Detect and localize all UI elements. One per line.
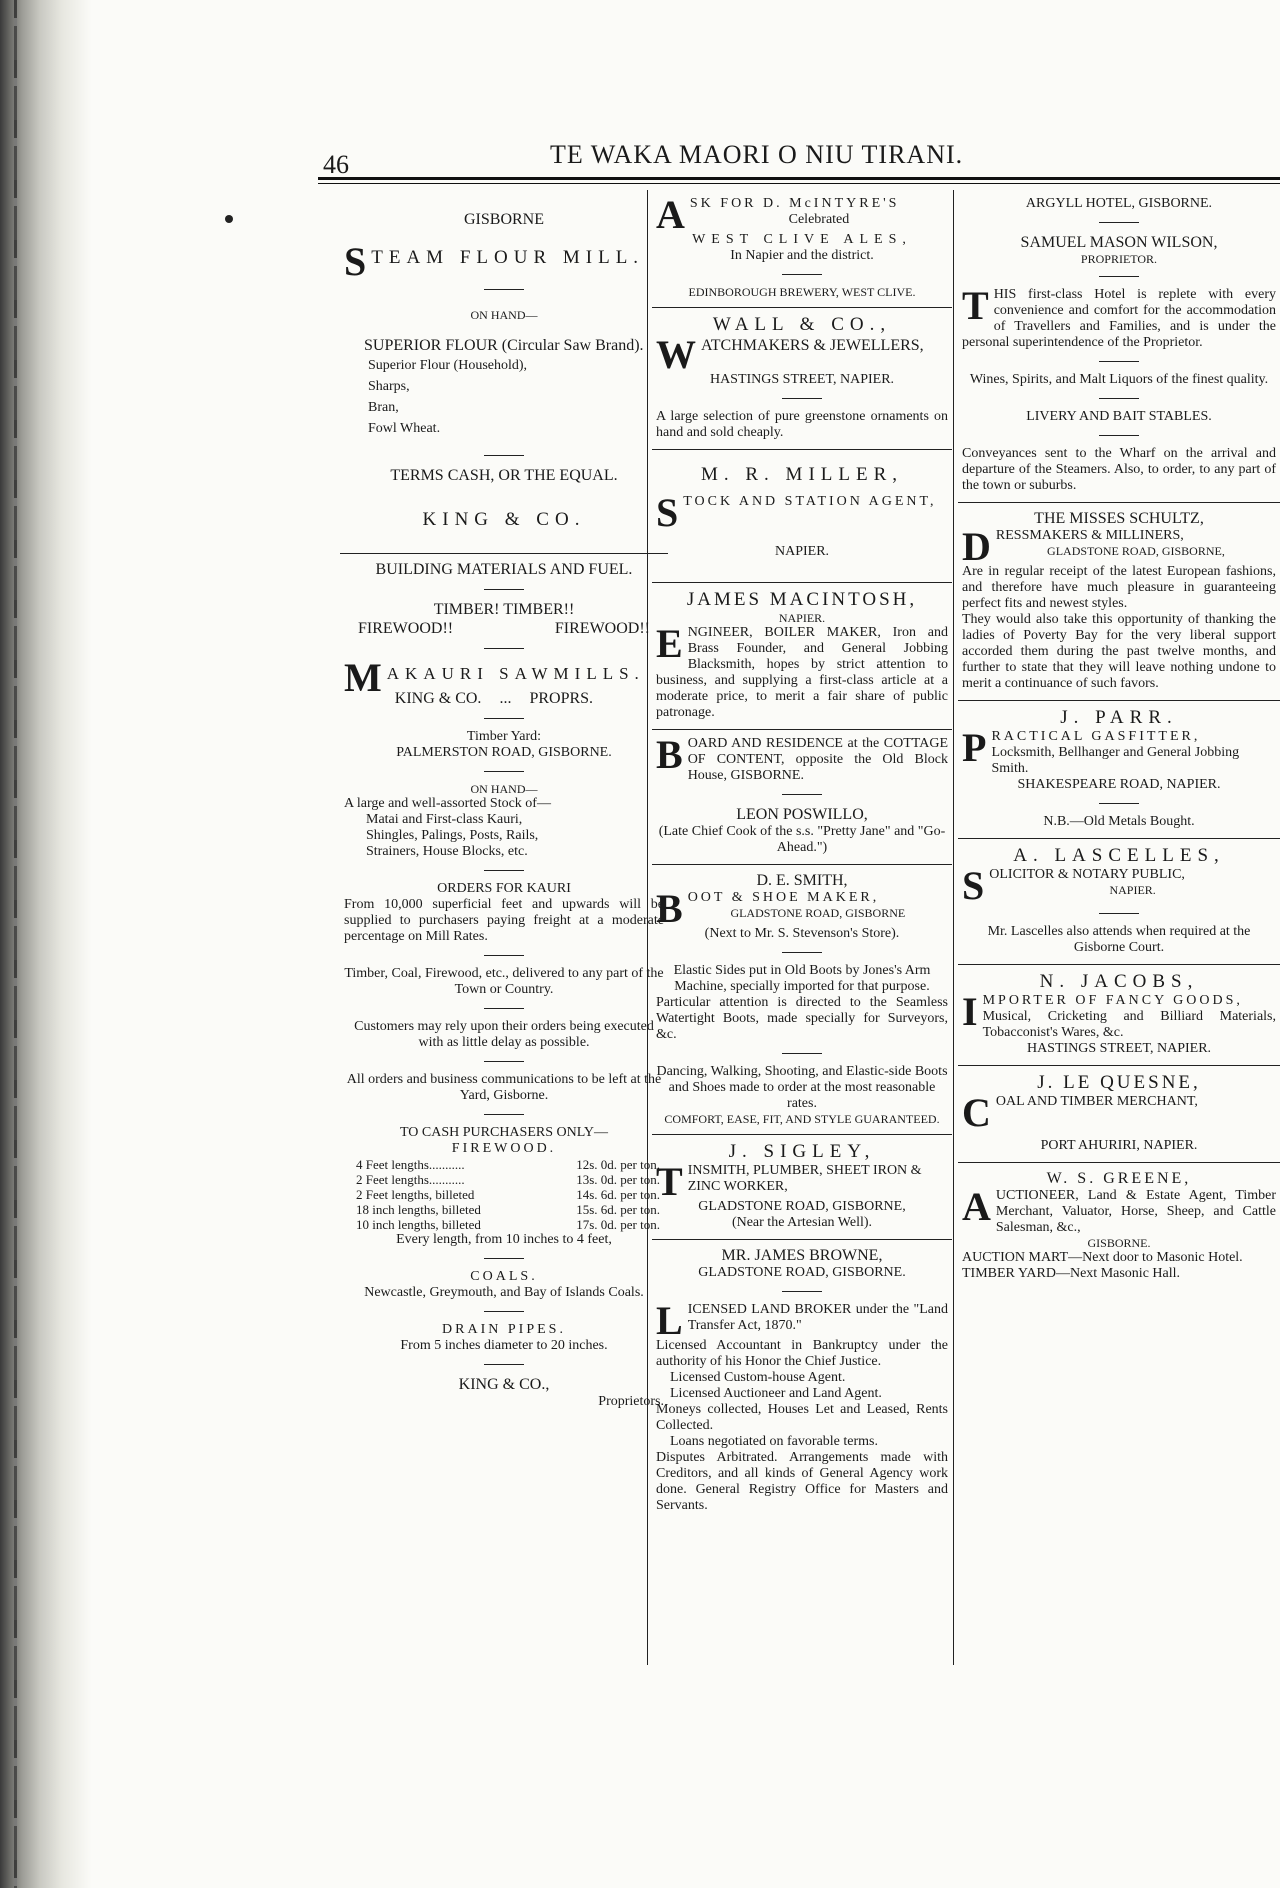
- stock-item: Matai and First-class Kauri,: [366, 812, 523, 827]
- coals-text: Newcastle, Greymouth, and Bay of Islands Coals.: [364, 1285, 644, 1300]
- ad-title-rest: AKAURI SAWMILLS.: [386, 664, 645, 683]
- ad-lascelles: [958, 839, 1280, 965]
- proprietors-line: [387, 689, 664, 708]
- ad-title-rest: SK FOR D. McINTYRE'S: [689, 196, 900, 211]
- firewood-line: [344, 619, 664, 638]
- firewood-b: FIREWOOD!!: [554, 620, 650, 637]
- header-rule-thin: [318, 183, 1280, 184]
- ad-text-body: ICENSED LAND BROKER under the "Land Transfer Act, 1870.": [687, 1302, 948, 1333]
- ad-title: [962, 1090, 1276, 1135]
- price-row: [344, 1202, 664, 1217]
- stock-item: Superior Flour (Household),: [368, 358, 528, 373]
- ad-text: A large selection of pure greenstone ornaments on hand and sold cheaply.: [656, 409, 948, 440]
- drain-text: From 5 inches diameter to 20 inches.: [400, 1338, 608, 1353]
- firm-name: KING & CO.: [422, 509, 586, 530]
- divider: [1099, 276, 1139, 277]
- list-item: Loans negotiated on favorable terms.: [670, 1434, 878, 1449]
- price-table: [344, 1157, 664, 1232]
- stock-item: SUPERIOR FLOUR (Circular Saw Brand).: [364, 337, 644, 354]
- ad-text: Particular attention is directed to the Seamless Watertight Boots, made specially for Surveyors, &c.: [656, 995, 948, 1042]
- column-left: [340, 190, 668, 1670]
- price-row: [344, 1172, 664, 1187]
- name: SAMUEL MASON WILSON,: [1020, 234, 1218, 251]
- motto: COMFORT, EASE, FIT, AND STYLE GUARANTEED.: [664, 1112, 940, 1126]
- ellipsis: ...: [499, 690, 512, 707]
- divider: [782, 1291, 822, 1292]
- ad-text-body: NGINEER, BOILER MAKER, Iron and Brass Founder, and General Jobbing Blacksmith, hopes by strict attention to business, and supplying a first-class article at a moderate price, to merit a fair share of public patronage.: [656, 625, 948, 720]
- name: D. E. SMITH,: [756, 872, 848, 889]
- ad-title-rest: OOT & SHOE MAKER,: [687, 890, 880, 905]
- drop-initial: B: [656, 732, 683, 777]
- address: GLADSTONE ROAD, GISBORNE,: [698, 1199, 906, 1214]
- timber-line: TIMBER! TIMBER!!: [433, 601, 575, 618]
- ad-title-rest: OAL AND TIMBER MERCHANT,: [995, 1094, 1198, 1109]
- stock-list: [344, 812, 664, 860]
- nb: N.B.—Old Metals Bought.: [1043, 814, 1195, 829]
- price-value: 15s. 6d. per ton.: [576, 1202, 660, 1217]
- ad-title-rest: OLICITOR & NOTARY PUBLIC,: [989, 867, 1185, 882]
- cash-heading: TO CASH PURCHASERS ONLY—: [400, 1125, 608, 1140]
- header-rule: [318, 177, 1280, 180]
- place: NAPIER.: [774, 544, 830, 559]
- stock-heading: A large and well-assorted Stock of—: [344, 796, 551, 811]
- drop-initial: E: [656, 621, 683, 666]
- price-item: 4 Feet lengths...........: [356, 1157, 465, 1172]
- ad-text: Mr. Lascelles also attends when required at the Gisborne Court.: [987, 924, 1251, 955]
- drop-initial: T: [656, 1159, 683, 1204]
- stock-item: Shingles, Palings, Posts, Rails,: [366, 828, 539, 843]
- price-item: 2 Feet lengths...........: [356, 1172, 465, 1187]
- ad-mcintyre-ales: [652, 190, 952, 308]
- drop-initial: I: [962, 989, 978, 1034]
- firewood-heading: FIREWOOD.: [451, 1141, 557, 1156]
- ad-text: [656, 621, 948, 721]
- brewery: EDINBOROUGH BREWERY, WEST CLIVE.: [688, 285, 916, 299]
- place: NAPIER.: [778, 611, 826, 625]
- firm-name: WALL & CO.,: [712, 314, 892, 335]
- divider: [782, 1053, 822, 1054]
- divider: [484, 771, 524, 772]
- ad-text: [656, 732, 948, 784]
- price-item: 2 Feet lengths, billeted: [356, 1187, 475, 1202]
- name: A. LASCELLES,: [1013, 845, 1225, 866]
- ad-text: They would also take this opportunity of thanking the ladies of Poverty Bay for the very liberal support accorded them during the past twelve months, and further to state that they will leave nothing undone to merit a continuance of such favors.: [962, 612, 1276, 691]
- divider: [1099, 222, 1139, 223]
- ad-text-body: HIS first-class Hotel is replete with every convenience and comfort for the accommodation of Travellers and Families, and is under the personal superintendence of the Proprietor.: [962, 287, 1276, 350]
- orders-text: From 10,000 superficial feet and upwards will be supplied to purchasers paying freight at a moderate percentage on Mill Rates.: [344, 897, 664, 944]
- ad-wall-co: [652, 308, 952, 450]
- signature-firm: KING & CO.,: [458, 1376, 550, 1393]
- name: MR. JAMES BROWNE,: [721, 1247, 883, 1264]
- ad-macintosh: [652, 583, 952, 730]
- drop-initial: B: [656, 886, 683, 931]
- column-right: [958, 190, 1280, 1670]
- list-item: Disputes Arbitrated. Arrangements made with Creditors, and all kinds of General Agency work done. General Registry Office for Masters and Servants.: [656, 1450, 948, 1513]
- divider: [484, 1114, 524, 1115]
- ad-heading: BUILDING MATERIALS AND FUEL.: [375, 561, 633, 578]
- price-row: [344, 1217, 664, 1232]
- place: GISBORNE.: [1087, 1236, 1151, 1250]
- divider: [484, 289, 524, 290]
- price-item: 10 inch lengths, billeted: [356, 1217, 481, 1232]
- name: M. R. MILLER,: [700, 464, 904, 485]
- role: PROPRIETOR.: [1080, 252, 1158, 266]
- address: GLADSTONE ROAD, GISBORNE,: [1047, 544, 1225, 558]
- ad-title: [344, 239, 664, 284]
- divider: [484, 1061, 524, 1062]
- price-value: 13s. 0d. per ton.: [576, 1172, 660, 1187]
- drop-initial: A: [656, 192, 685, 237]
- drop-initial: S: [962, 863, 985, 908]
- ad-miller: [652, 450, 952, 583]
- divider: [484, 870, 524, 871]
- every-length: Every length, from 10 inches to 4 feet,: [396, 1232, 612, 1247]
- ad-title-rest: RESSMAKERS & MILLINERS,: [995, 528, 1184, 543]
- ad-title-rest: RACTICAL GASFITTER,: [991, 729, 1201, 744]
- ad-title: [656, 490, 948, 535]
- divider: [484, 955, 524, 956]
- props-label: PROPRS.: [529, 690, 594, 707]
- divider: [484, 589, 524, 590]
- name: J. LE QUESNE,: [1037, 1072, 1201, 1093]
- divider: [782, 794, 822, 795]
- divider: [484, 1008, 524, 1009]
- ad-text: Elastic Sides put in Old Boots by Jones's Arm Machine, specially imported for that purpose.: [673, 963, 931, 994]
- list-item: Licensed Custom-house Agent.: [670, 1370, 846, 1385]
- drain-heading: DRAIN PIPES.: [442, 1322, 566, 1337]
- drop-initial: W: [656, 332, 696, 377]
- drop-initial: S: [344, 239, 367, 284]
- firm-name: KING & CO.: [394, 690, 482, 707]
- drop-initial: D: [962, 524, 991, 569]
- ad-title-rest: TEAM FLOUR MILL.: [371, 247, 645, 268]
- divider: [782, 952, 822, 953]
- divider: [484, 718, 524, 719]
- name: J. PARR.: [1060, 707, 1178, 728]
- ad-steam-flour-mill: [340, 190, 668, 554]
- ad-line: WEST CLIVE ALES,: [692, 232, 912, 247]
- ad-heading: ARGYLL HOTEL, GISBORNE.: [1025, 196, 1213, 211]
- address: GLADSTONE ROAD, GISBORNE.: [698, 1265, 906, 1280]
- name: LEON POSWILLO,: [736, 806, 868, 823]
- page-number: 46: [323, 150, 349, 179]
- divider: [1099, 435, 1139, 436]
- ad-title-rest: TOCK AND STATION AGENT,: [683, 494, 937, 509]
- address: PORT AHURIRI, NAPIER.: [1040, 1138, 1198, 1153]
- name: THE MISSES SCHULTZ,: [1034, 510, 1204, 527]
- running-title: TE WAKA MAORI O NIU TIRANI.: [550, 140, 964, 169]
- drop-initial: P: [962, 725, 987, 770]
- price-row: [344, 1187, 664, 1202]
- delivery-text: Timber, Coal, Firewood, etc., delivered to any part of the Town or Country.: [344, 966, 664, 997]
- livery: LIVERY AND BAIT STABLES.: [1026, 409, 1212, 424]
- ad-building-materials: [340, 554, 668, 1418]
- ad-text: Are in regular receipt of the latest European fashions, and therefore have much pleasure in guaranteeing perfect fits and newest styles.: [962, 564, 1276, 611]
- divider: [484, 1311, 524, 1312]
- drop-initial: A: [962, 1184, 991, 1229]
- drop-initial: M: [344, 655, 382, 700]
- ad-misses-schultz: [958, 503, 1280, 701]
- ad-line: In Napier and the district.: [730, 248, 874, 263]
- ad-parr: [958, 701, 1280, 839]
- ad-text: Conveyances sent to the Wharf on the arrival and departure of the Steamers. Also, to order, to any part of the town or suburbs.: [962, 446, 1276, 493]
- signature-role: Proprietors.: [598, 1394, 664, 1409]
- divider: [1099, 803, 1139, 804]
- yard-address: PALMERSTON ROAD, GISBORNE.: [396, 745, 612, 760]
- ad-title: [656, 332, 948, 377]
- stock-item: Strainers, House Blocks, etc.: [366, 844, 528, 859]
- divider: [1099, 913, 1139, 914]
- divider: [484, 1364, 524, 1365]
- ad-board-residence: [652, 730, 952, 865]
- divider: [1099, 361, 1139, 362]
- stock-item: Sharps,: [368, 379, 410, 394]
- drop-initial: L: [656, 1298, 683, 1343]
- ad-text-body: UCTIONEER, Land & Estate Agent, Timber Merchant, Valuator, Horse, Sheep, and Cattle Salesman, &c.,: [995, 1188, 1276, 1235]
- ad-place: GISBORNE: [463, 211, 544, 228]
- ad-line: Celebrated: [788, 212, 850, 227]
- ad-text: AUCTION MART—Next door to Masonic Hotel.: [962, 1250, 1243, 1265]
- column-middle: [652, 190, 952, 1670]
- name: W. S. GREENE,: [1046, 1170, 1192, 1187]
- ad-le-quesne: [958, 1066, 1280, 1163]
- customers-text: Customers may rely upon their orders being executed with as little delay as possible.: [354, 1019, 654, 1050]
- name: J. SIGLEY,: [728, 1141, 876, 1162]
- ad-title-rest: ATCHMAKERS & JEWELLERS,: [701, 337, 924, 354]
- ad-greene: [958, 1163, 1280, 1290]
- divider: [782, 274, 822, 275]
- firewood-a: FIREWOOD!!: [358, 620, 454, 637]
- ad-title-rest: MPORTER OF FANCY GOODS,: [982, 993, 1243, 1008]
- address: GLADSTONE ROAD, GISBORNE: [730, 906, 906, 920]
- terms: TERMS CASH, OR THE EQUAL.: [390, 467, 618, 484]
- ad-title-rest: INSMITH, PLUMBER, SHEET IRON & ZINC WORKER,: [687, 1163, 922, 1194]
- name: JAMES MACINTOSH,: [686, 589, 918, 610]
- ad-text: Wines, Spirits, and Malt Liquors of the finest quality.: [969, 372, 1269, 387]
- address: HASTINGS STREET, NAPIER.: [709, 372, 895, 387]
- page-binding-edge: [0, 0, 92, 1888]
- price-value: 17s. 0d. per ton.: [576, 1217, 660, 1232]
- note: (Late Chief Cook of the s.s. "Pretty Jane" and "Go-Ahead."): [658, 824, 946, 855]
- ad-sigley: [652, 1135, 952, 1240]
- ad-text: [962, 1184, 1276, 1236]
- note: (Next to Mr. S. Stevenson's Store).: [704, 926, 900, 941]
- divider: [484, 648, 524, 649]
- ad-text-body: OARD AND RESIDENCE at the COTTAGE OF CONTENT, opposite the Old Block House, GISBORNE.: [687, 736, 948, 783]
- yard-label: Timber Yard:: [466, 729, 542, 744]
- drop-initial: C: [962, 1090, 991, 1135]
- price-value: 14s. 6d. per ton.: [576, 1187, 660, 1202]
- address: SHAKESPEARE ROAD, NAPIER.: [1017, 777, 1221, 792]
- list-item: Moneys collected, Houses Let and Leased, Rents Collected.: [656, 1402, 948, 1433]
- divider: [1099, 398, 1139, 399]
- ad-text: [962, 283, 1276, 351]
- ad-jacobs: [958, 965, 1280, 1066]
- ad-text: [656, 1298, 948, 1343]
- drop-initial: S: [656, 490, 679, 535]
- divider: [484, 455, 524, 456]
- stock-list: [344, 355, 664, 439]
- name: N. JACOBS,: [1039, 971, 1199, 992]
- list-item: Licensed Accountant in Bankruptcy under the authority of his Honor the Chief Justice.: [656, 1338, 948, 1369]
- ad-argyll-hotel: [958, 190, 1280, 503]
- on-hand-label: ON HAND—: [470, 782, 538, 796]
- stock-item: Bran,: [368, 400, 399, 415]
- on-hand-label: ON HAND—: [470, 308, 538, 322]
- ad-text: Musical, Cricketing and Billiard Materials, Tobacconist's Wares, &c.: [982, 1009, 1276, 1040]
- orders-left-text: All orders and business communications to be left at the Yard, Gisborne.: [346, 1072, 662, 1103]
- stock-item: Fowl Wheat.: [368, 421, 441, 436]
- list-item: Licensed Auctioneer and Land Agent.: [670, 1386, 882, 1401]
- ad-text: TIMBER YARD—Next Masonic Hall.: [962, 1266, 1181, 1281]
- price-row: [344, 1157, 664, 1172]
- address: HASTINGS STREET, NAPIER.: [1026, 1041, 1212, 1056]
- drop-initial: T: [962, 283, 989, 328]
- orders-heading: ORDERS FOR KAURI: [437, 881, 571, 896]
- ad-james-browne: [652, 1240, 952, 1522]
- browne-list: [656, 1338, 948, 1514]
- price-item: 18 inch lengths, billeted: [356, 1202, 481, 1217]
- divider: [484, 1258, 524, 1259]
- note: (Near the Artesian Well).: [731, 1215, 873, 1230]
- coals-heading: COALS.: [470, 1269, 538, 1284]
- ink-spot: [225, 215, 233, 223]
- ad-de-smith: [652, 865, 952, 1135]
- divider: [782, 398, 822, 399]
- ad-text: Locksmith, Bellhanger and General Jobbing Smith.: [991, 745, 1240, 776]
- ad-title: [656, 1159, 948, 1204]
- ad-text: Dancing, Walking, Shooting, and Elastic-side Boots and Shoes made to order at the most reasonable rates.: [656, 1064, 948, 1111]
- price-value: 12s. 0d. per ton.: [576, 1157, 660, 1172]
- column-rule-2: [953, 190, 954, 1665]
- place: NAPIER.: [1109, 883, 1156, 897]
